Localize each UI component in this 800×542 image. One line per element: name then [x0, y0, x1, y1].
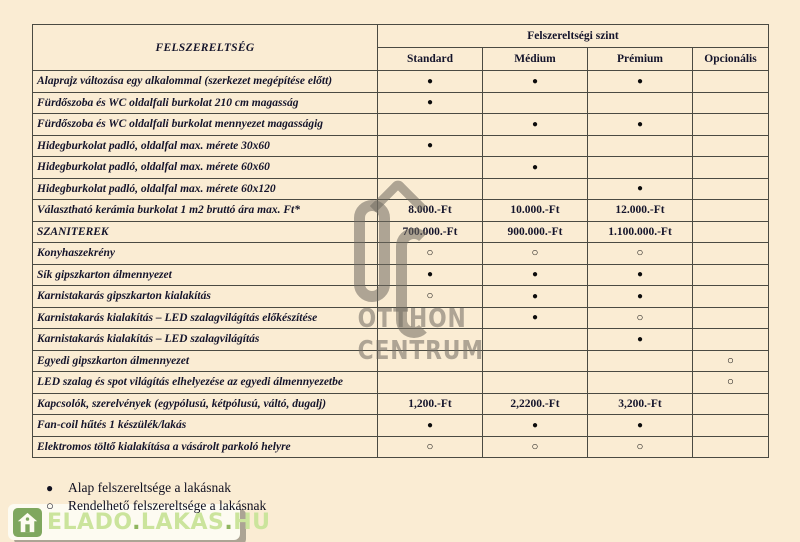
cell-medium: ○ — [483, 436, 588, 458]
cell-medium: 2,2200.-Ft — [483, 393, 588, 415]
table-row — [33, 71, 769, 93]
cell-opcionalis — [693, 221, 769, 243]
cell-medium: ● — [483, 307, 588, 329]
cell-medium: ● — [483, 114, 588, 136]
cell-standard — [378, 157, 483, 179]
cell-premium: ● — [588, 329, 693, 351]
cell-premium: ○ — [588, 243, 693, 265]
logo-text-hu: HU — [233, 509, 271, 535]
cell-standard: 8.000.-Ft — [378, 200, 483, 222]
logo-text-elado: ELADO — [47, 509, 133, 535]
legend-text-base: Alap felszereltsége a lakásnak — [68, 480, 232, 495]
cell-medium: ○ — [483, 243, 588, 265]
cell-standard: ● — [378, 415, 483, 437]
row-label: Fan-coil hűtés 1 készülék/lakás — [33, 415, 378, 437]
house-icon — [13, 508, 42, 537]
table-row — [33, 329, 769, 351]
cell-premium — [588, 372, 693, 394]
cell-opcionalis: ○ — [693, 350, 769, 372]
table-row — [33, 92, 769, 114]
cell-standard: ● — [378, 71, 483, 93]
row-label: Egyedi gipszkarton álmennyezet — [33, 350, 378, 372]
cell-premium — [588, 350, 693, 372]
cell-opcionalis — [693, 92, 769, 114]
table-row — [33, 307, 769, 329]
cell-opcionalis — [693, 415, 769, 437]
row-label: Karnistakarás gipszkarton kialakítás — [33, 286, 378, 308]
cell-opcionalis — [693, 286, 769, 308]
cell-medium — [483, 135, 588, 157]
cell-medium: 900.000.-Ft — [483, 221, 588, 243]
logo-dot: . — [224, 509, 234, 535]
legend — [46, 479, 266, 515]
table-row — [33, 221, 769, 243]
cell-opcionalis — [693, 178, 769, 200]
row-label: Karnistakarás kialakítás – LED szalagvilágítás — [33, 329, 378, 351]
logo-text-lakas: LAKAS — [140, 509, 225, 535]
row-label: LED szalag és spot világítás elhelyezése az egyedi álmennyezetbe — [33, 372, 378, 394]
watermark-line2: CENTRUM — [357, 336, 484, 366]
cell-standard — [378, 329, 483, 351]
cell-medium — [483, 329, 588, 351]
cell-opcionalis — [693, 307, 769, 329]
legend-text-optional: Rendelhető felszereltsége a lakásnak — [68, 498, 267, 513]
cell-medium — [483, 350, 588, 372]
cell-standard: ● — [378, 135, 483, 157]
row-label: Kapcsolók, szerelvények (egypólusú, kétpólusú, váltó, dugalj) — [33, 393, 378, 415]
cell-premium: 12.000.-Ft — [588, 200, 693, 222]
table-row — [33, 264, 769, 286]
cell-medium: ● — [483, 157, 588, 179]
cell-medium: ● — [483, 415, 588, 437]
cell-opcionalis — [693, 436, 769, 458]
cell-standard: ○ — [378, 286, 483, 308]
table-row — [33, 243, 769, 265]
legend-item-base — [46, 479, 266, 497]
logo-dot: . — [132, 509, 141, 535]
cell-standard: ○ — [378, 436, 483, 458]
cell-premium — [588, 92, 693, 114]
table-row — [33, 157, 769, 179]
cell-standard — [378, 178, 483, 200]
table-row — [33, 200, 769, 222]
cell-standard — [378, 114, 483, 136]
cell-medium: ● — [483, 71, 588, 93]
cell-opcionalis — [693, 329, 769, 351]
cell-premium — [588, 135, 693, 157]
cell-premium: ● — [588, 286, 693, 308]
cell-standard: ○ — [378, 243, 483, 265]
row-label: Hidegburkolat padló, oldalfal max. mérete 60x120 — [33, 178, 378, 200]
cell-opcionalis — [693, 393, 769, 415]
cell-standard — [378, 350, 483, 372]
row-label: Alaprajz változása egy alkalommal (szerkezet megépítése előtt) — [33, 71, 378, 93]
cell-opcionalis — [693, 135, 769, 157]
cell-opcionalis — [693, 157, 769, 179]
cell-standard — [378, 372, 483, 394]
cell-standard: 1,200.-Ft — [378, 393, 483, 415]
table-title: FELSZERELTSÉG — [33, 25, 378, 71]
cell-medium: ● — [483, 264, 588, 286]
cell-medium — [483, 92, 588, 114]
table-row — [33, 286, 769, 308]
table-row — [33, 415, 769, 437]
filled-bullet-icon: ● — [46, 480, 54, 495]
row-label: Fürdőszoba és WC oldalfali burkolat 210 cm magasság — [33, 92, 378, 114]
cell-premium: ● — [588, 415, 693, 437]
cell-standard: ● — [378, 92, 483, 114]
cell-premium: ● — [588, 178, 693, 200]
cell-opcionalis — [693, 243, 769, 265]
cell-premium: ○ — [588, 307, 693, 329]
cell-medium: 10.000.-Ft — [483, 200, 588, 222]
cell-opcionalis — [693, 200, 769, 222]
cell-opcionalis — [693, 114, 769, 136]
cell-opcionalis — [693, 71, 769, 93]
table-row — [33, 135, 769, 157]
table-row — [33, 436, 769, 458]
row-label: Konyhaszekrény — [33, 243, 378, 265]
row-label: Hidegburkolat padló, oldalfal max. mérete 60x60 — [33, 157, 378, 179]
cell-premium: 3,200.-Ft — [588, 393, 693, 415]
cell-premium: ○ — [588, 436, 693, 458]
cell-opcionalis: ○ — [693, 372, 769, 394]
row-label: Fürdőszoba és WC oldalfali burkolat mennyezet magasságig — [33, 114, 378, 136]
cell-premium — [588, 157, 693, 179]
row-label: Hidegburkolat padló, oldalfal max. mérete 30x60 — [33, 135, 378, 157]
row-label: SZANITEREK — [33, 221, 378, 243]
table-body — [33, 71, 769, 458]
table-row — [33, 178, 769, 200]
row-label: Választható kerámia burkolat 1 m2 bruttó ára max. Ft* — [33, 200, 378, 222]
table-row — [33, 114, 769, 136]
cell-opcionalis — [693, 264, 769, 286]
watermark-line1: OTTHON — [357, 304, 467, 334]
column-header-premium: Prémium — [588, 48, 693, 71]
open-bullet-icon: ○ — [46, 498, 54, 513]
group-header: Felszereltségi szint — [378, 25, 769, 48]
legend-item-optional — [46, 497, 266, 515]
cell-premium: ● — [588, 71, 693, 93]
equipment-table — [32, 24, 769, 458]
cell-standard: 700.000.-Ft — [378, 221, 483, 243]
table-row — [33, 350, 769, 372]
cell-medium: ● — [483, 286, 588, 308]
cell-medium — [483, 178, 588, 200]
row-label: Elektromos töltő kialakítása a vásárolt parkoló helyre — [33, 436, 378, 458]
cell-premium: ● — [588, 114, 693, 136]
cell-standard: ● — [378, 264, 483, 286]
column-header-standard: Standard — [378, 48, 483, 71]
table-row — [33, 393, 769, 415]
cell-premium: 1.100.000.-Ft — [588, 221, 693, 243]
cell-standard — [378, 307, 483, 329]
row-label: Sík gipszkarton álmennyezet — [33, 264, 378, 286]
row-label: Karnistakarás kialakítás – LED szalagvilágítás előkészítése — [33, 307, 378, 329]
cell-medium — [483, 372, 588, 394]
column-header-opcionalis: Opcionális — [693, 48, 769, 71]
column-header-medium: Médium — [483, 48, 588, 71]
cell-premium: ● — [588, 264, 693, 286]
table-row — [33, 372, 769, 394]
